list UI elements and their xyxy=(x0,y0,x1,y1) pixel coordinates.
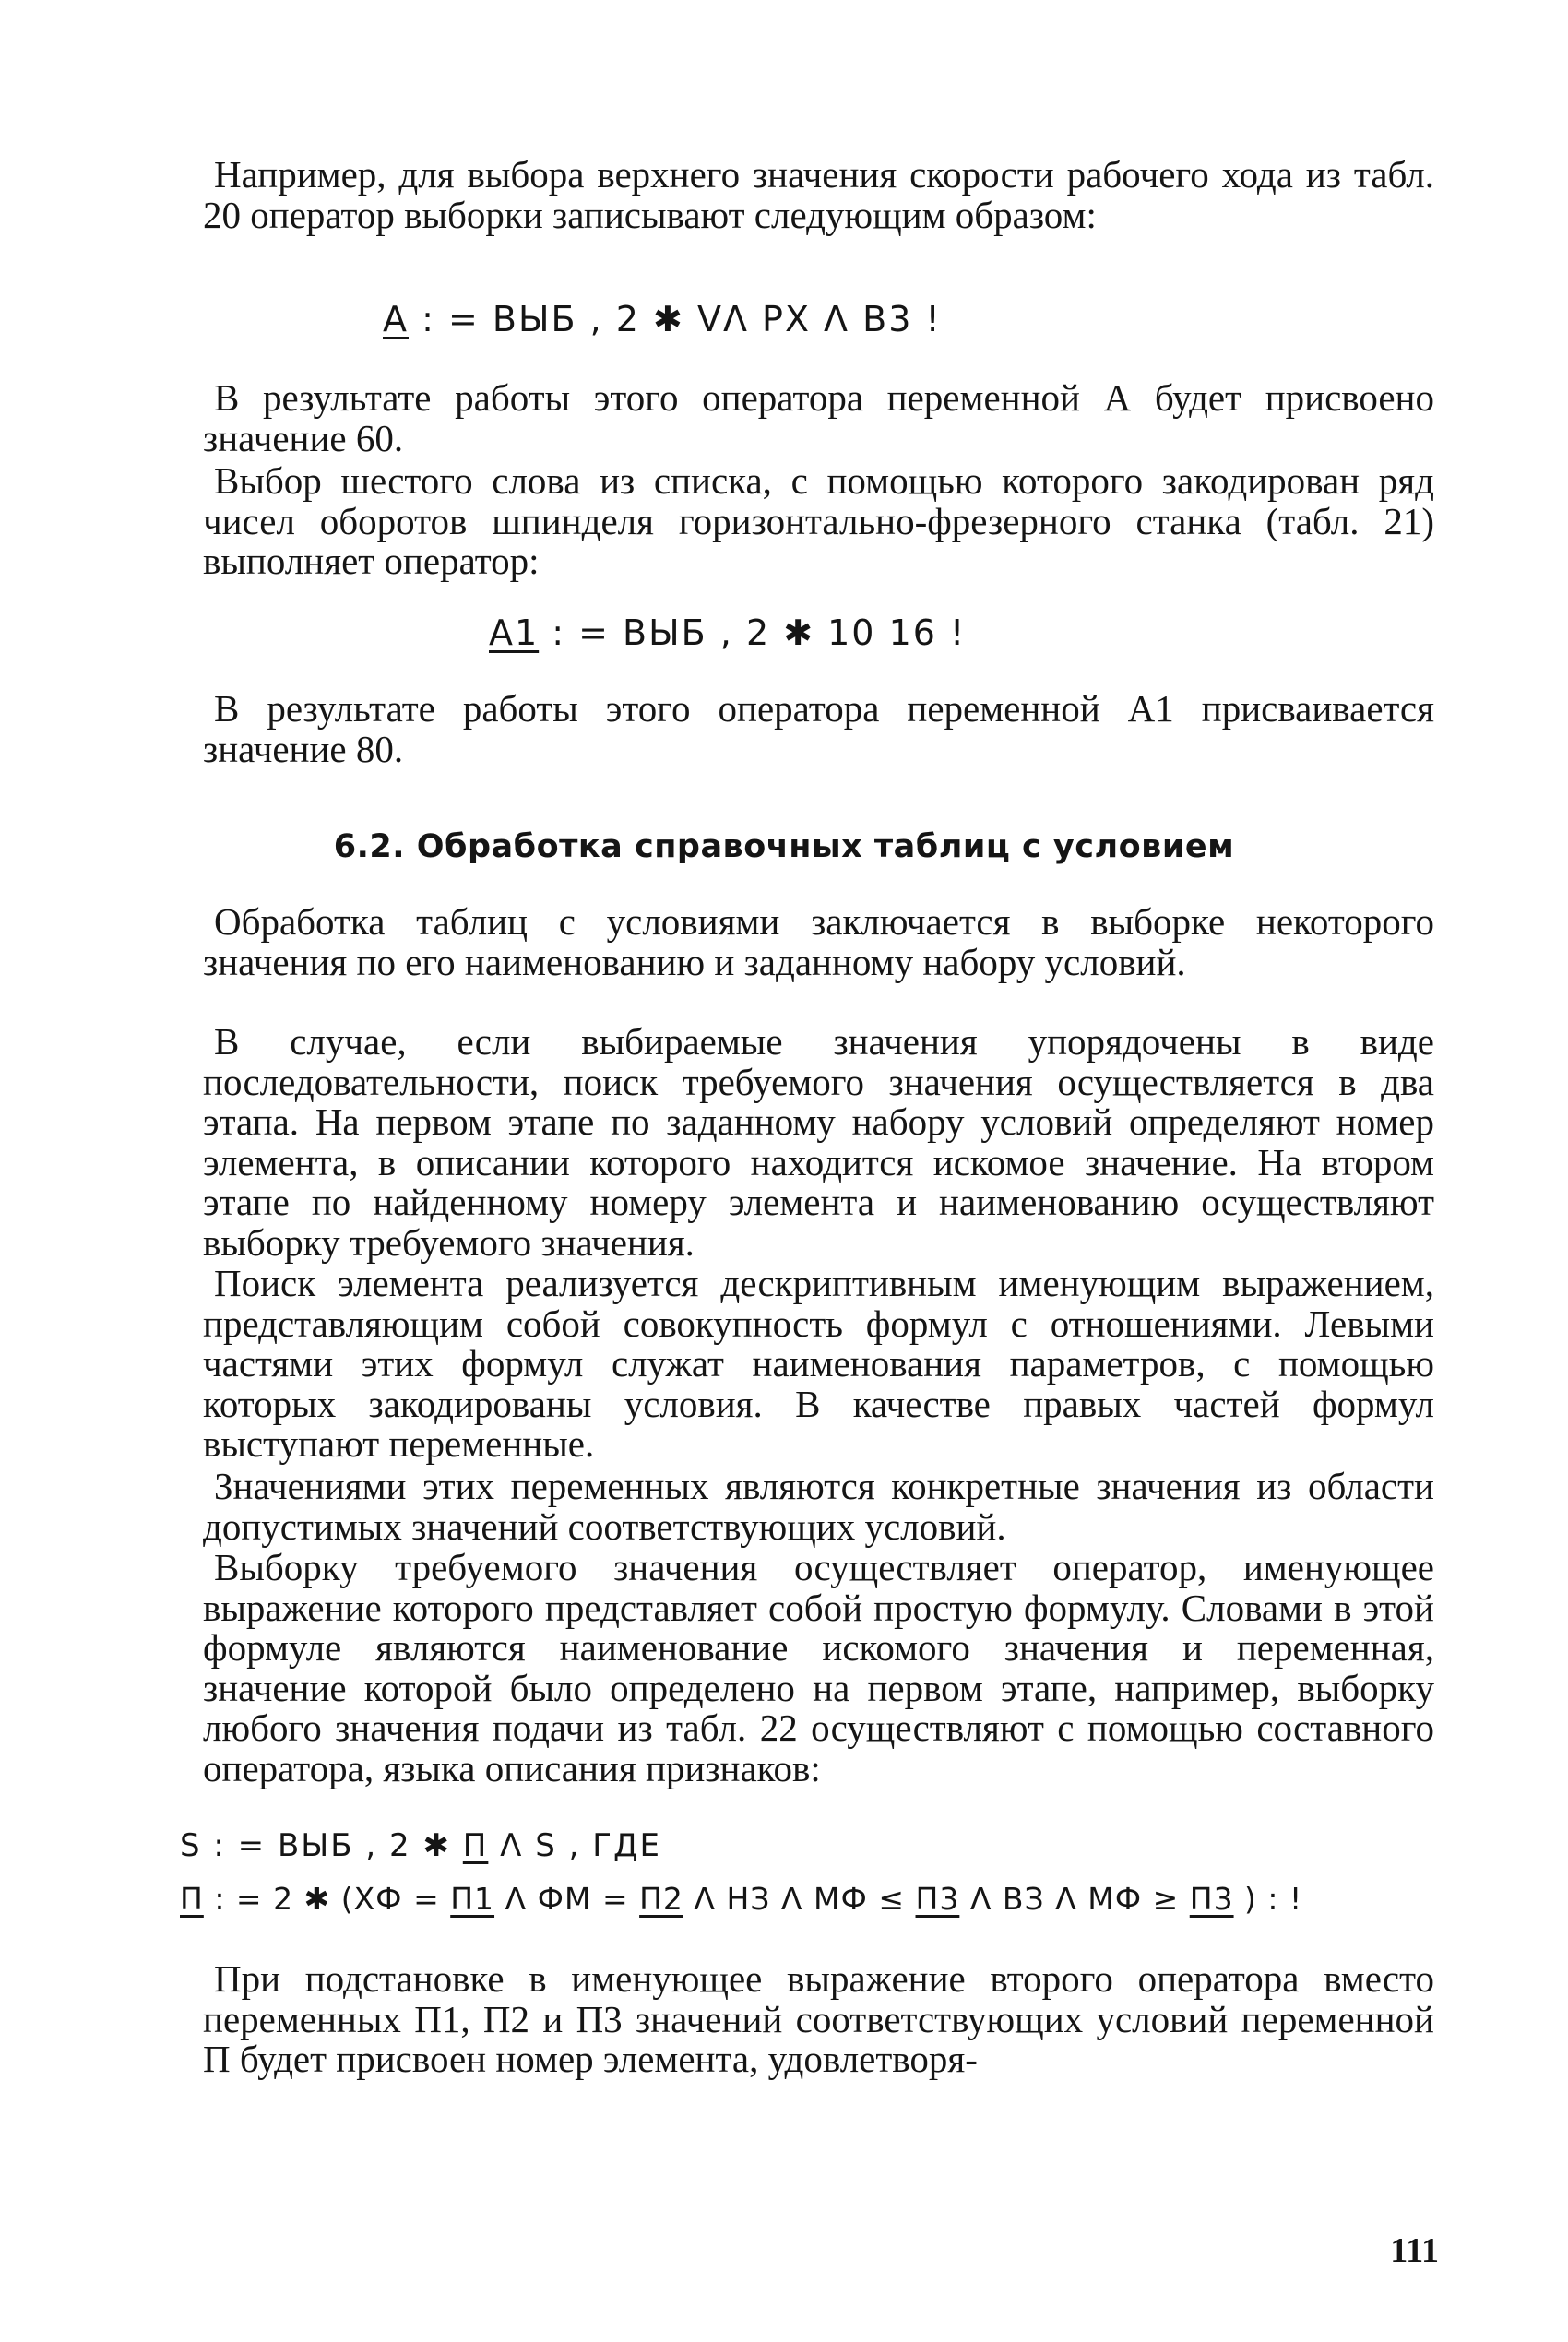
formula-variable: A1 xyxy=(489,612,540,653)
formula-select-speed xyxy=(383,297,942,341)
formula-variable: S xyxy=(180,1827,202,1864)
formula-param-p1: П1 xyxy=(450,1881,495,1917)
formula-param-p3-high: П3 xyxy=(1189,1881,1234,1917)
formula-param-p2: П2 xyxy=(639,1881,683,1917)
formula-variable: A xyxy=(383,299,409,339)
formula-compound-s xyxy=(180,1824,661,1868)
paragraph-intro: Например, для выбора верхнего значения скорости рабочего хода из табл. 20 оператор выборки записывают следующим образом: xyxy=(203,153,1434,236)
formula-variable: П xyxy=(180,1881,204,1917)
paragraph-sequence: В случае, если выбираемые значения упорядочены в виде последовательности, поиск требуемого значения осуществляется в два этапа. На первом этапе по заданному набору условий определяют номер элемента, в описании которого находится искомое значение. На втором этапе по найденному номеру элемента и наименованию осуществляют выборку требуемого значения. xyxy=(203,1020,1434,1264)
formula-part-a: : = 2 ✱ (ХФ = xyxy=(203,1881,451,1917)
formula-body: : = ВЫБ , 2 ✱ 10 16 ! xyxy=(539,612,967,653)
formula-part-e: ) : ! xyxy=(1233,1881,1303,1917)
formula-param: П xyxy=(462,1827,489,1864)
paragraph-result-a1: В результате работы этого оператора переменной A1 присваивается значение 80. xyxy=(203,687,1434,770)
formula-body-end: Λ S , ГДЕ xyxy=(488,1827,662,1864)
formula-body: : = ВЫБ , 2 ✱ VΛ PX Λ B3 ! xyxy=(409,299,942,339)
paragraph-variables: Значениями этих переменных являются конкретные значения из области допустимых значений соответствующих условий. xyxy=(203,1465,1434,1548)
formula-body: : = ВЫБ , 2 ✱ xyxy=(201,1827,463,1864)
formula-part-d: Λ ВЗ Λ МФ ≥ xyxy=(959,1881,1190,1917)
paragraph-select-word: Выбор шестого слова из списка, с помощью которого закодирован ряд чисел оборотов шпинделя горизонтально-фрезерного станка (табл. 21) выполняет оператор: xyxy=(203,459,1434,582)
paragraph-conditions: Обработка таблиц с условиями заключается в выборке некоторого значения по его наименованию и заданному набору условий. xyxy=(203,900,1434,983)
paragraph-substitution: При подстановке в именующее выражение второго оператора вместо переменных П1, П2 и П3 значений соответствующих условий переменной П будет присвоен номер элемента, удовлетворя- xyxy=(203,1957,1434,2080)
formula-part-c: Λ НЗ Λ МФ ≤ xyxy=(683,1881,916,1917)
paragraph-result-a: В результате работы этого оператора переменной А будет присвоено значение 60. xyxy=(203,376,1434,459)
page-number: 111 xyxy=(1390,2231,1439,2270)
formula-part-b: Λ ФМ = xyxy=(494,1881,640,1917)
formula-select-spindle xyxy=(489,611,966,655)
section-heading: 6.2. Обработка справочных таблиц с условием xyxy=(333,828,1235,865)
formula-param-p3-low: П3 xyxy=(915,1881,960,1917)
paragraph-select-value: Выборку требуемого значения осуществляет оператор, именующее выражение которого представляет собой простую формулу. Словами в этой формуле являются наименование искомого значения и переменная, значение которой было определено на первом этапе, например, выборку любого значения подачи из табл. 22 осуществляют с помощью составного оператора, языка описания признаков: xyxy=(203,1546,1434,1789)
paragraph-descriptive: Поиск элемента реализуется дескриптивным именующим выражением, представляющим собой совокупность формул с отношениями. Левыми частями этих формул служат наименования параметров, с помощью которых закодированы условия. В качестве правых частей формул выступают переменные. xyxy=(203,1262,1434,1465)
formula-compound-p xyxy=(180,1877,1302,1921)
